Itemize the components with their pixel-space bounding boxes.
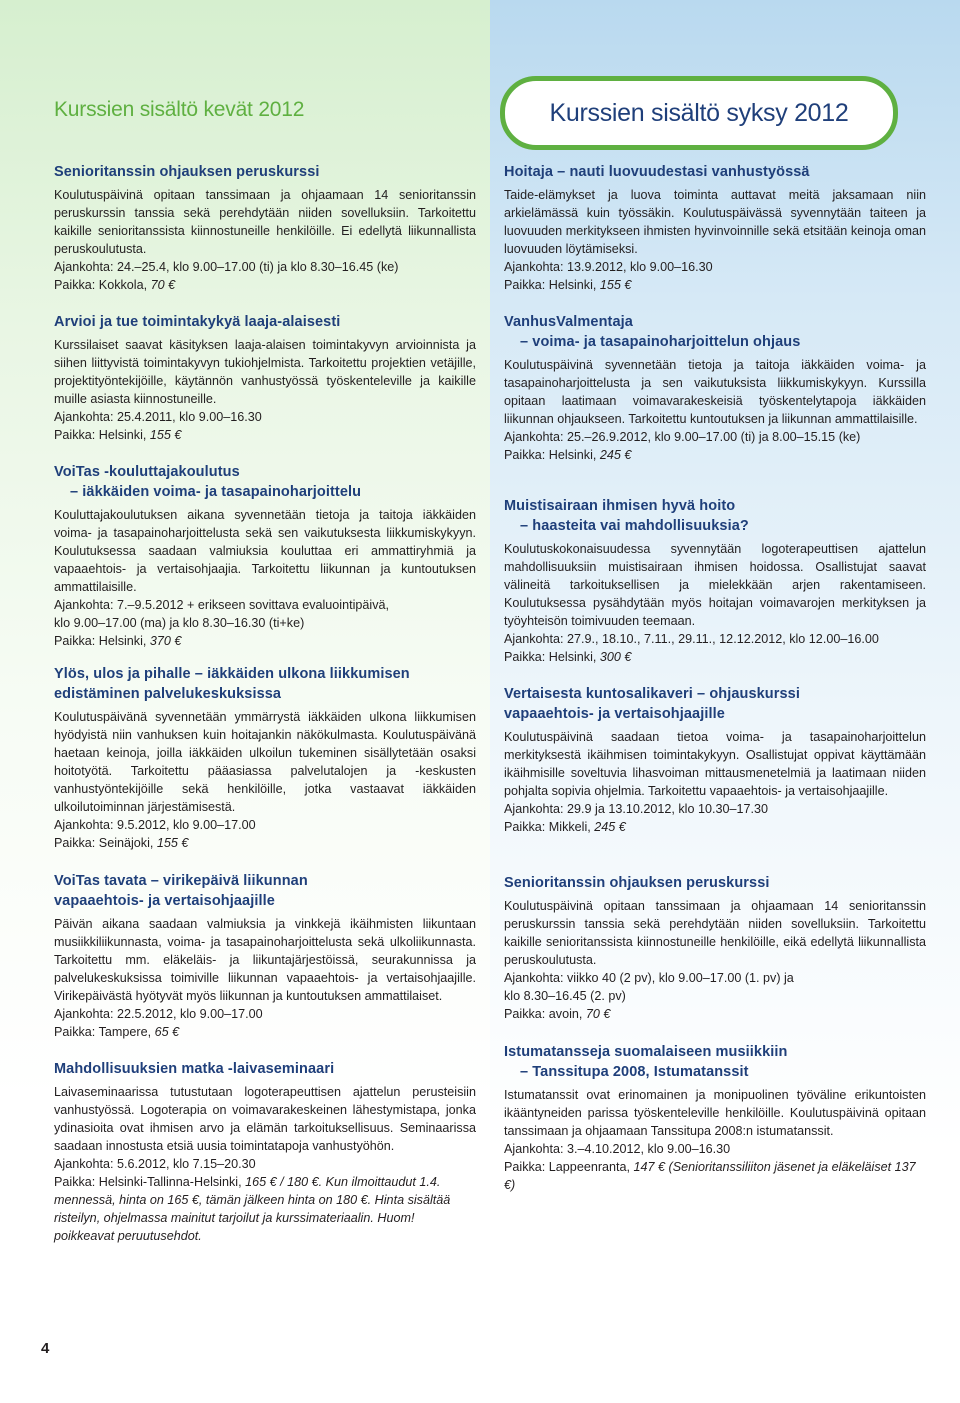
course-description: Koulutuspäivinä syvennetään tietoja ja taitoja iäkkäiden voima- ja tasapainoharjoittelusta ja sen vaikutuksista liikkumiskykyyn. Kurssilla opitaan laatimaan voimavarakeskeisiä työskentelytapoja iäkkäiden liikunnan ohjaukseen. Tarkoitettu kuntoutuksen ja liikunnan ammattilaisille. xyxy=(504,358,926,426)
course-date: Ajankohta: 27.9., 18.10., 7.11., 29.11., 12.12.2012, klo 12.00–16.00 xyxy=(504,632,879,646)
course-date: Ajankohta: viikko 40 (2 pv), klo 9.00–17.00 (1. pv) ja xyxy=(504,971,794,985)
course-section xyxy=(504,684,926,836)
course-section xyxy=(54,664,476,852)
course-heading: Senioritanssin ohjauksen peruskurssi xyxy=(504,875,770,891)
course-place: Paikka: Mikkeli, 245 € xyxy=(504,820,626,834)
course-section xyxy=(504,873,926,1023)
course-section xyxy=(54,312,476,444)
course-heading: Vertaisesta kuntosalikaveri – ohjauskurssi vapaaehtois- ja vertaisohjaajille xyxy=(504,686,800,722)
course-heading: VanhusValmentaja – voima- ja tasapainoharjoittelun ohjaus xyxy=(504,314,801,350)
course-date: Ajankohta: 25.4.2011, klo 9.00–16.30 xyxy=(54,410,262,424)
course-date: Ajankohta: 3.–4.10.2012, klo 9.00–16.30 xyxy=(504,1142,731,1156)
page-number: 4 xyxy=(41,1340,50,1357)
course-section xyxy=(54,871,476,1041)
course-place: Paikka: Helsinki, 370 € xyxy=(54,634,182,648)
course-heading: VoiTas tavata – virikepäivä liikunnan vapaaehtois- ja vertaisohjaajille xyxy=(54,873,308,909)
course-description: Istumatanssit ovat erinomainen ja monipuolinen työväline erikuntoisten ikääntyneiden parissa työskenteleville henkilöille. Koulutuspäivinä opitaan tanssimaan ja ohjaamaan Tanssitupa 2008:n istumatanssit. xyxy=(504,1088,926,1138)
course-date: Ajankohta: 25.–26.9.2012, klo 9.00–17.00 (ti) ja 8.00–15.15 (ke) xyxy=(504,430,861,444)
course-description: Taide-elämykset ja luova toiminta auttavat meitä jaksamaan niin arkielämässä kuin työssäkin. Koulutuspäivässä syvennytään taiteen ja luovuuden merkitykseen ihmisten hyvinvoinnille sekä etsitään keinoja oman luovuuden löytämiseksi. xyxy=(504,188,926,256)
course-description: Kouluttajakoulutuksen aikana syvennetään tietoja ja taitoja iäkkäiden voima- ja tasapainoharjoittelusta sekä sen vaikutuksesta liikkumiskykyyn. Koulutuksessa saadaan valmiuksia kouluttaa eri ammattiryhmiä ja vapaaehtois- ja vertaisohjaajia. Tarkoitettu liikunnan ja kuntoutuksen ammattilaisille. xyxy=(54,508,476,594)
course-description: Koulutuspäivinä opitaan tanssimaan ja ohjaamaan 14 senioritanssin peruskurssin tanssia sekä perehdytään niiden sovelluksiin. Tarkoitettu kaikille senioritanssista kiinnostuneille henkilöille, eikä edellytä liikunnallista peruskoulutusta. xyxy=(504,899,926,967)
course-heading: Hoitaja – nauti luovuudestasi vanhustyössä xyxy=(504,164,810,180)
course-place: Paikka: Tampere, 65 € xyxy=(54,1025,180,1039)
course-place: Paikka: Helsinki, 155 € xyxy=(504,278,632,292)
course-section xyxy=(504,496,926,666)
course-place: Paikka: Kokkola, 70 € xyxy=(54,278,176,292)
course-section xyxy=(54,162,476,294)
course-date: Ajankohta: 7.–9.5.2012 + erikseen sovittava evaluointipäivä, xyxy=(54,598,390,612)
course-date: klo 8.30–16.45 (2. pv) xyxy=(504,989,626,1003)
course-section xyxy=(504,1042,926,1194)
course-date: Ajankohta: 22.5.2012, klo 9.00–17.00 xyxy=(54,1007,263,1021)
course-description: Koulutuspäivinä opitaan tanssimaan ja ohjaamaan 14 senioritanssin peruskurssin tanssia sekä perehdytään niiden sovelluksiin. Tarkoitettu kaikille senioritanssista kiinnostuneille henkilöille. Ei edellytä liikunnallista peruskoulutusta. xyxy=(54,188,476,256)
course-place: Paikka: Seinäjoki, 155 € xyxy=(54,836,189,850)
course-place: Paikka: Helsinki, 300 € xyxy=(504,650,632,664)
course-description: Päivän aikana saadaan valmiuksia ja vinkkejä ikäihmisten liikuntaan musiikkiliikunnasta, voima- ja tasapainoharjoittelusta sekä ulkoliikunnasta. Tarkoitettu mm. eläkeläis- ja liikuntajärjestöissä, seurakunnissa ja palvelukeskuksissa toimiville liikunnan vapaaehtois- ja vertaisohjaajille. Virikepäivästä hyötyvät myös liikunnan ja kuntoutuksen ammattilaiset. xyxy=(54,917,476,1003)
course-description: Koulutuspäivinä saadaan tietoa voima- ja tasapainoharjoittelun merkityksestä ikäihmisen toimintakykyyn. Osallistujat oppivat käyttämään ikäihmisille soveltuvia lihasvoiman mittausmenetelmiä ja laatimaan niiden pohjalta sopivia ohjelmia. Tarkoitettu vapaaehtois- ja vertaisohjaajille. xyxy=(504,730,926,798)
course-place: Paikka: Helsinki, 155 € xyxy=(54,428,182,442)
course-heading: Arvioi ja tue toimintakykyä laaja-alaisesti xyxy=(54,314,341,330)
course-date: Ajankohta: 9.5.2012, klo 9.00–17.00 xyxy=(54,818,256,832)
course-date: Ajankohta: 5.6.2012, klo 7.15–20.30 xyxy=(54,1157,256,1171)
course-section xyxy=(54,1059,476,1245)
course-date: klo 9.00–17.00 (ma) ja klo 8.30–16.30 (ti+ke) xyxy=(54,616,305,630)
course-section xyxy=(504,162,926,294)
course-description: Laivaseminaarissa tutustutaan logoterapeuttisen ajattelun perusteisiin vanhustyössä. Logoterapia on voimavarakeskeinen lähestymistapa, jonka ydinasioita ovat ihmisen arvo ja elämän tarkoituksellisuus. Seminaarissa saadaan innostusta etsiä uusia toimintatapoja vanhustyöhön. xyxy=(54,1085,476,1153)
course-description: Koulutuspäivänä syvennetään ymmärrystä iäkkäiden ulkona liikkumisen hyödyistä niin vanhuksen kuin hoitajankin näkökulmasta. Koulutuspäivänä haetaan keinoja, joilla iäkkäiden ulkoilun tukeminen sisällytetään osaksi hoitotyötä. Tarkoitettu pääasiassa palvelutalojen ja -keskusten vanhustyöntekijöille sekä henkilöille, jotka vastaavat iäkkäiden ulkoilutoiminnan järjestämisestä. xyxy=(54,710,476,814)
course-date: Ajankohta: 24.–25.4, klo 9.00–17.00 (ti) ja klo 8.30–16.45 (ke) xyxy=(54,260,399,274)
course-section xyxy=(54,462,476,650)
course-date: Ajankohta: 29.9 ja 13.10.2012, klo 10.30–17.30 xyxy=(504,802,768,816)
autumn-title-box xyxy=(500,76,898,150)
course-description: Kurssilaiset saavat käsityksen laaja-alaisen toimintakyvyn arvioinnista ja siihen liittyvistä toimintakyvyn tukiohjelmista. Tarkoitettu projektien vetäjille, projektityöntekijöille, käytännön vanhustyössä työskenteleville ja kaikille muille asiasta kiinnostuneille. xyxy=(54,338,476,406)
course-place: Paikka: Helsinki-Tallinna-Helsinki, 165 € / 180 €. Kun ilmoittaudut 1.4. mennessä, hinta on 165 €, tämän jälkeen hinta on 180 €. Hinta sisältää risteilyn, ohjelmassa mainitut tarjoilut ja kurssimateriaalin. Huom! poikkeavat peruutusehdot. xyxy=(54,1175,451,1243)
course-heading: Mahdollisuuksien matka -laivaseminaari xyxy=(54,1061,335,1077)
course-heading: Senioritanssin ohjauksen peruskurssi xyxy=(54,164,320,180)
course-place: Paikka: Helsinki, 245 € xyxy=(504,448,632,462)
course-heading: Muistisairaan ihmisen hyvä hoito – haasteita vai mahdollisuuksia? xyxy=(504,498,749,534)
course-section xyxy=(504,312,926,464)
course-heading: Istumatansseja suomalaiseen musiikkiin – Tanssitupa 2008, Istumatanssit xyxy=(504,1044,788,1080)
course-description: Koulutuskokonaisuudessa syvennytään logoterapeuttisen ajattelun mahdollisuuksiin muistisairaan ihmisen hoidossa. Osallistujat saavat välineitä tarkoituksellisen ja mielekkään arjen rakentamiseen. Koulutuksessa pysähdytään myös hoitajan voimavarojen merkityksen ja työyhteisön toimivuuden teemaan. xyxy=(504,542,926,628)
course-place: Paikka: avoin, 70 € xyxy=(504,1007,611,1021)
course-heading: Ylös, ulos ja pihalle – iäkkäiden ulkona liikkumisen edistäminen palvelukeskuksissa xyxy=(54,666,410,702)
course-heading: VoiTas -kouluttajakoulutus – iäkkäiden voima- ja tasapainoharjoittelu xyxy=(54,464,362,500)
spring-title: Kurssien sisältö kevät 2012 xyxy=(54,98,305,121)
course-date: Ajankohta: 13.9.2012, klo 9.00–16.30 xyxy=(504,260,713,274)
course-place: Paikka: Lappeenranta, 147 € (Senioritanssiliiton jäsenet ja eläkeläiset 137 €) xyxy=(504,1160,916,1192)
autumn-title: Kurssien sisältö syksy 2012 xyxy=(549,98,849,127)
